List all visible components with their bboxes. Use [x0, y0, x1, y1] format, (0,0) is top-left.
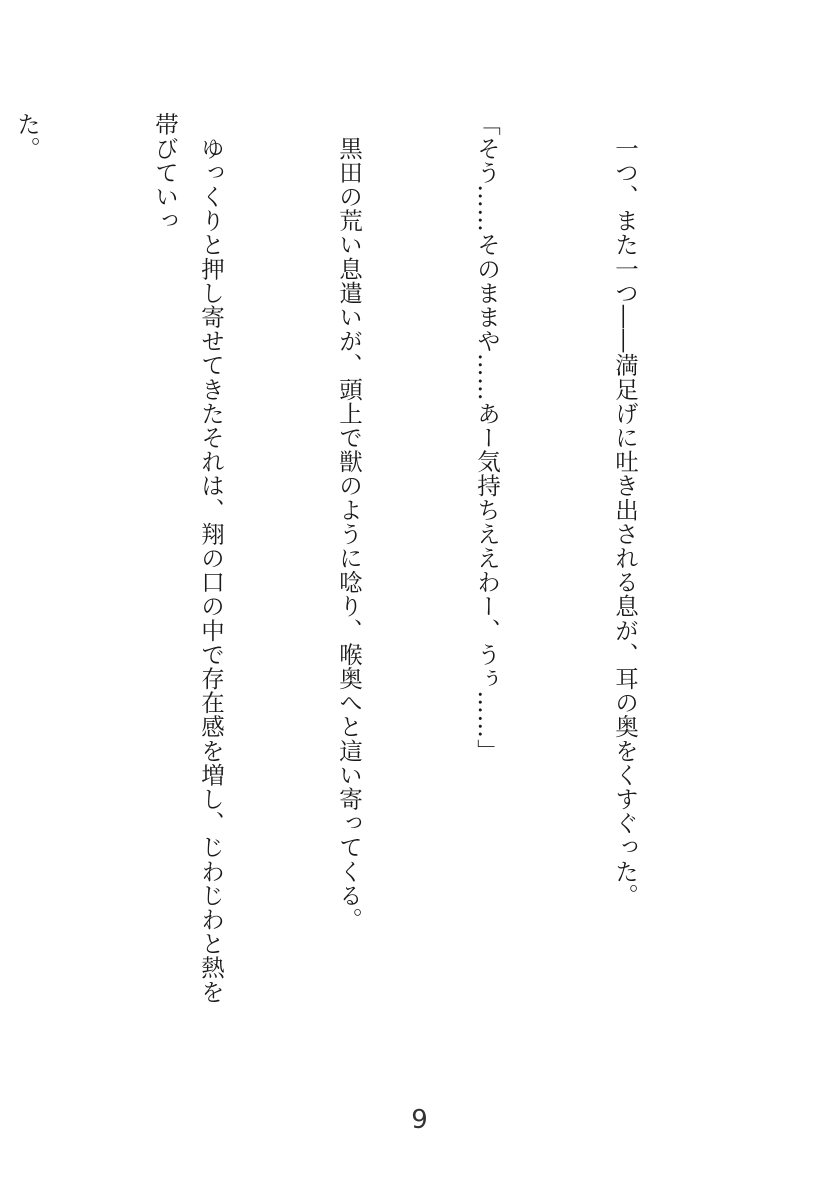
- text-line: 黒田の荒い息遣いが、頭上で獣のように唸り、喉奥へと這い寄ってくる。: [335, 112, 363, 932]
- vertical-text-body: [13, 112, 740, 1012]
- page-number: 9: [411, 1105, 428, 1135]
- text-line: た。: [13, 112, 41, 161]
- text-line: ゆっくりと押し寄せてきたそれは、翔の口の中で存在感を増し、じわじわと熱を帯びていっ: [151, 112, 225, 1004]
- text-line: 一つ、また一つ――満足げに吐き出される息が、耳の奥をくすぐった。: [611, 112, 639, 908]
- text-line: 「そう……そのままや……あー気持ちええわー、うぅ……」: [473, 112, 501, 763]
